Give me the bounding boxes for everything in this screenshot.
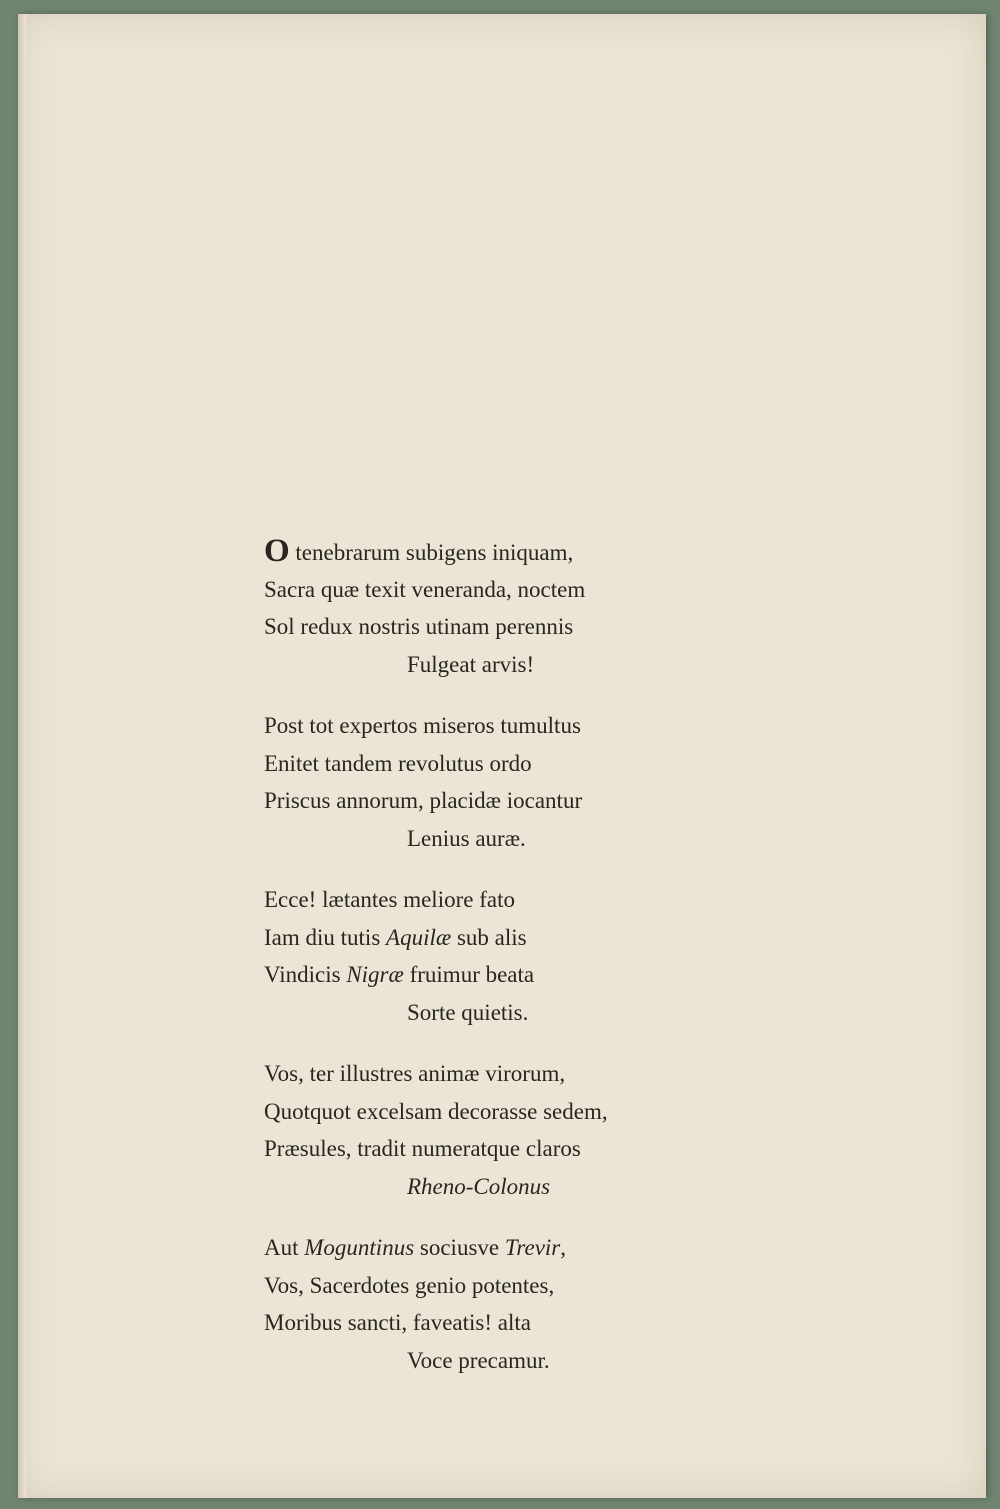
italic-name: Aquilæ — [386, 924, 452, 950]
poem-line: Quotquot excelsam decorasse sedem, — [264, 1098, 608, 1124]
line-text: sub alis — [451, 924, 527, 950]
poem-line: Sacra quæ texit veneranda, noctem — [264, 576, 586, 602]
italic-name: Moguntinus — [304, 1235, 415, 1260]
poem-line — [264, 1229, 704, 1267]
italic-name: Trevir — [504, 1235, 561, 1260]
poem-line: Vos, Sacerdotes genio potentes, — [264, 1272, 555, 1298]
poem-line: Sol redux nostris utinam perennis — [264, 614, 574, 639]
poem-line — [264, 919, 704, 957]
poem-line: Præsules, tradit numeratque claros — [264, 1136, 581, 1161]
poem-line — [264, 956, 704, 994]
stanza-2 — [264, 707, 704, 857]
poem — [264, 533, 704, 1403]
italic-name: Nigræ — [346, 962, 404, 987]
stanza-1 — [264, 533, 704, 683]
drop-cap-initial: O — [264, 533, 290, 569]
stanza-4 — [264, 1055, 704, 1205]
poem-line-adonic: Voce precamur. — [407, 1347, 550, 1373]
poem-line: Post tot expertos miseros tumultus — [264, 713, 581, 738]
line-text: Iam diu tutis — [264, 924, 387, 950]
poem-line: Priscus annorum, placidæ iocantur — [264, 788, 583, 813]
line-text: tenebrarum subigens iniquam, — [289, 540, 574, 565]
book-page — [18, 14, 986, 1498]
line-text: Aut — [264, 1235, 305, 1260]
line-text: Vindicis — [264, 962, 347, 987]
page-binding-edge — [18, 14, 26, 1498]
poem-line: Ecce! lætantes meliore fato — [264, 887, 515, 912]
poem-line — [264, 533, 704, 571]
poem-line-adonic: Fulgeat arvis! — [407, 651, 535, 677]
poem-line: Moribus sancti, faveatis! alta — [264, 1310, 531, 1335]
stanza-3 — [264, 881, 704, 1031]
poem-line: Vos, ter illustres animæ virorum, — [264, 1061, 566, 1086]
line-text: sociusve — [414, 1235, 505, 1260]
poem-line: Enitet tandem revolutus ordo — [264, 750, 532, 776]
stanza-5 — [264, 1229, 704, 1379]
poem-line-adonic: Sorte quietis. — [407, 999, 529, 1025]
poem-line-adonic: Rheno-Colonus — [407, 1173, 551, 1199]
line-text: , — [560, 1235, 566, 1260]
poem-line-adonic: Lenius auræ. — [407, 825, 526, 851]
line-text: fruimur beata — [403, 962, 535, 987]
